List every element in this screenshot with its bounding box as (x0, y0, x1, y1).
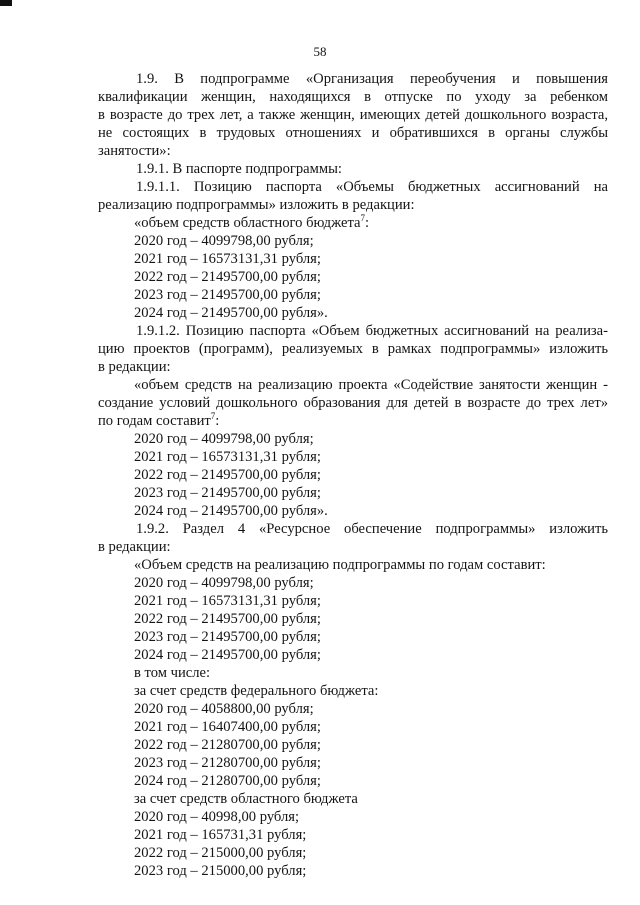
text-line: создание условий дошкольного образования для детей в возрасте до трех лет» (98, 395, 608, 411)
quote-tail: : (365, 215, 370, 231)
list-item: 2022 год – 215000,00 рубля; (134, 845, 307, 861)
list-item: 2020 год – 4099798,00 рубля; (134, 233, 314, 249)
list-item: 2023 год – 21280700,00 рубля; (134, 755, 321, 771)
paragraph-1-9-1-2 (98, 322, 608, 376)
list-item: 2021 год – 165731,31 рубля; (134, 827, 307, 843)
regional-budget-label: за счет средств областного бюджета (134, 791, 358, 807)
quote-subprogram-funding: «Объем средств на реализацию подпрограммы по годам составит: (134, 557, 546, 573)
footnote-ref: 7 (360, 213, 366, 224)
list-item: 2023 год – 21495700,00 рубля; (134, 287, 321, 303)
list-item: 2021 год – 16407400,00 рубля; (134, 719, 321, 735)
list-item: 2023 год – 215000,00 рубля; (134, 863, 307, 879)
text-line: 1.9. В подпрограмме «Организация переобучения и повышения (136, 71, 608, 87)
paragraph-1-9-2 (98, 520, 608, 556)
document-body (98, 70, 608, 880)
text-line (98, 412, 608, 430)
list-item: 2024 год – 21495700,00 рубля». (134, 305, 328, 321)
federal-budget-label: за счет средств федерального бюджета: (134, 683, 379, 699)
list-item: 2020 год – 4099798,00 рубля; (134, 575, 314, 591)
scan-corner-mark (0, 0, 12, 6)
list-item: 2021 год – 16573131,31 рубля; (134, 251, 321, 267)
regional-funding-list (98, 808, 608, 880)
list-item: 2021 год – 16573131,31 рубля; (134, 449, 321, 465)
list-item: 2024 год – 21495700,00 рубля». (134, 503, 328, 519)
text-line: квалификации женщин, находящихся в отпуске по уходу за ребенком (98, 89, 608, 105)
list-item: 2022 год – 21495700,00 рубля; (134, 611, 321, 627)
paragraph-1-9-1: 1.9.1. В паспорте подпрограммы: (136, 161, 342, 177)
quote-project-funding (98, 376, 608, 430)
text-line: реализацию подпрограммы» изложить в редакции: (98, 197, 415, 213)
text-line: 1.9.2. Раздел 4 «Ресурсное обеспечение подпрограммы» изложить (136, 521, 608, 537)
including-label: в том числе: (134, 665, 211, 681)
text-line: в возрасте до трех лет, а также женщин, имеющих детей дошкольного возраста, (98, 107, 608, 123)
list-item: 2023 год – 21495700,00 рубля; (134, 629, 321, 645)
list-item: 2024 год – 21495700,00 рубля; (134, 647, 321, 663)
footnote-ref: 7 (210, 411, 216, 422)
funding-list-3 (98, 574, 608, 700)
quote-text: «объем средств областного бюджета (134, 215, 361, 231)
text-line: «объем средств на реализацию проекта «Содействие занятости женщин - (134, 377, 608, 393)
text-line: цию проектов (программ), реализуемых в рамках подпрограммы» изложить (98, 341, 608, 357)
quote-regional-budget (98, 214, 608, 232)
text-line: не состоящих в трудовых отношениях и обратившихся в органы службы (98, 125, 608, 141)
list-item: 2020 год – 4058800,00 рубля; (134, 701, 314, 717)
quote-tail: : (215, 413, 220, 429)
quote-text: по годам составит (98, 413, 211, 429)
paragraph-1-9-1-1 (98, 178, 608, 214)
list-item: 2020 год – 4099798,00 рубля; (134, 431, 314, 447)
funding-list-2 (98, 430, 608, 520)
paragraph-1-9 (98, 70, 608, 160)
list-item: 2022 год – 21495700,00 рубля; (134, 269, 321, 285)
federal-funding-list (98, 700, 608, 808)
list-item: 2024 год – 21280700,00 рубля; (134, 773, 321, 789)
list-item: 2022 год – 21280700,00 рубля; (134, 737, 321, 753)
text-line: 1.9.1.1. Позицию паспорта «Объемы бюджетных ассигнований на (136, 179, 608, 195)
page-number: 58 (313, 44, 327, 59)
list-item: 2023 год – 21495700,00 рубля; (134, 485, 321, 501)
text-line: занятости»: (98, 143, 171, 159)
text-line: в редакции: (98, 539, 171, 555)
text-line: в редакции: (98, 359, 171, 375)
funding-list-1 (98, 232, 608, 322)
list-item: 2022 год – 21495700,00 рубля; (134, 467, 321, 483)
list-item: 2020 год – 40998,00 рубля; (134, 809, 300, 825)
text-line: 1.9.1.2. Позицию паспорта «Объем бюджетных ассигнований на реализа- (136, 323, 608, 339)
list-item: 2021 год – 16573131,31 рубля; (134, 593, 321, 609)
